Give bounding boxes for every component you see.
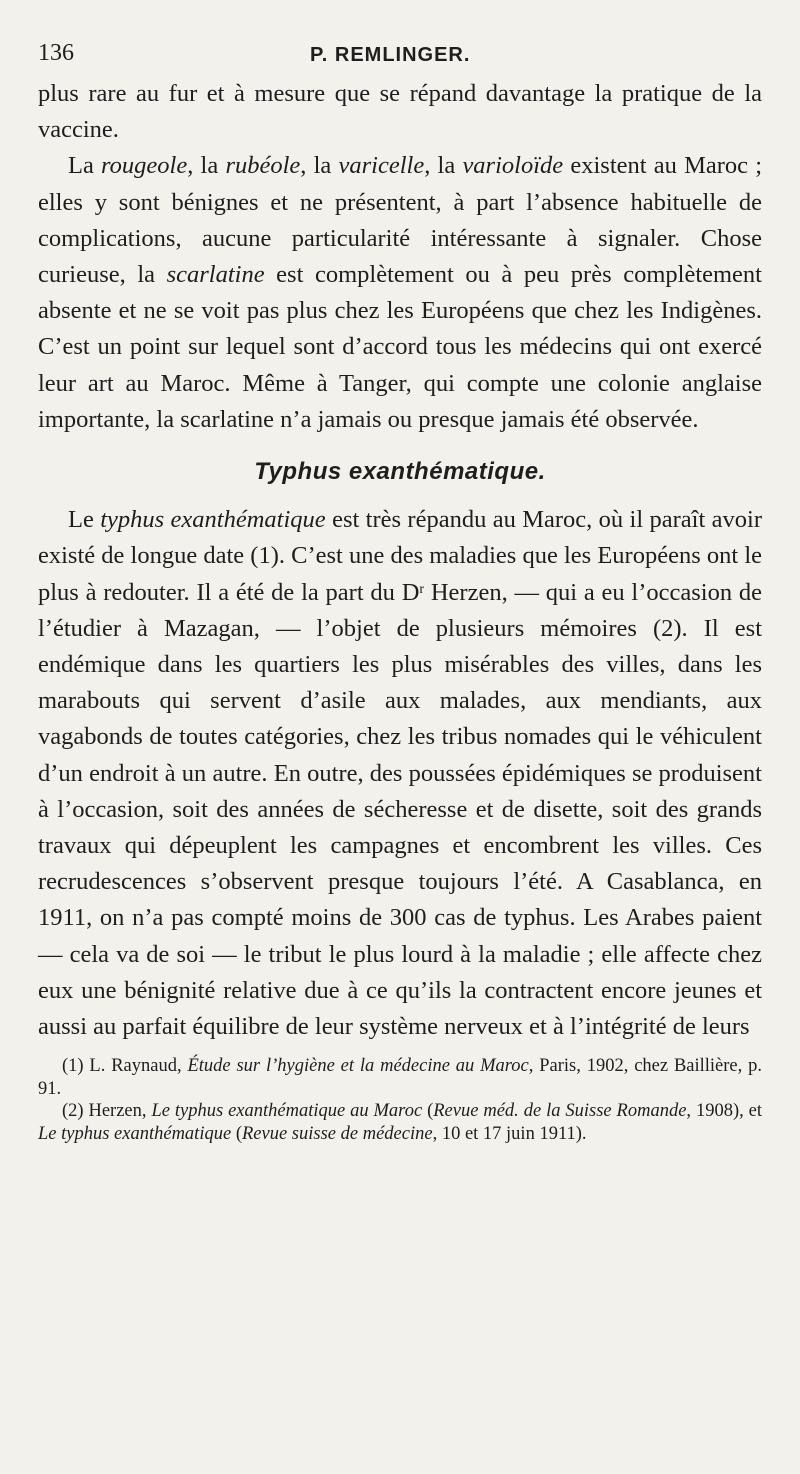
term-rubeole: rubéole	[225, 152, 301, 180]
term-rougeole: rougeole	[101, 152, 188, 180]
footnotes	[38, 1055, 762, 1145]
superscript-r: r	[419, 581, 425, 597]
paragraph-eruptive-fevers: La rougeole, la rubéole, la varicelle, la varioloïde existent au Maroc ; elles y sont bénignes et ne présentent, à part l’absence habituelle de complications, aucune particularité intéressante à signaler. Chose curieuse, la scarlatine est complètement ou à peu près complètement absente et ne se voit pas plus chez les Européens que chez les Indigènes. C’est un point sur lequel sont d’accord tous les médecins qui ont exercé leur art au Maroc. Même à Tanger, qui compte une colonie anglaise importante, la scarlatine n’a jamais ou presque jamais été observée.	[38, 152, 763, 433]
page-number: 136	[38, 40, 74, 66]
term-scarlatine: scarlatine	[166, 261, 265, 289]
term-varicelle: varicelle	[338, 152, 425, 180]
running-title: P. REMLINGER.	[310, 44, 471, 66]
section-title: Typhus exanthématique.	[254, 458, 546, 486]
footnote-1: (1) L. Raynaud, Étude sur l’hygiène et la médecine au Maroc, Paris, 1902, chez Baillière, p. 91.	[38, 1056, 762, 1099]
paragraph-continuation: plus rare au fur et à mesure que se répand davantage la pratique de la vaccine.	[38, 80, 762, 144]
term-typhus: typhus exanthématique	[100, 506, 326, 534]
body-text	[38, 76, 762, 1045]
running-head	[38, 28, 762, 64]
paragraph-typhus: Le typhus exanthématique est très répandu au Maroc, où il paraît avoir existé de longue date (1). C’est une des maladies que les Européens ont le plus à redouter. Il a été de la part du $D^r$ Herzen, — qui a eu l’occasion de l’étudier à Mazagan, — l’objet de plusieurs mémoires (2). Il est endémique dans les quartiers les plus misérables des villes, dans les marabouts qui servent d’asile aux malades, aux mendiants, aux vagabonds de toutes catégories, chez les tribus nomades qui le véhiculent d’un endroit à un autre. En outre, des poussées épidémiques se produisent à l’occasion, soit des années de sécheresse et de disette, soit des grands travaux qui dépeuplent les campagnes et encombrent les villes. Ces recrudescences s’observent presque toujours l’été. A Casablanca, en 1911, on n’a pas compté moins de 300 cas de typhus. Les Arabes paient — cela va de soi — le tribut le plus lourd à la maladie ; elle affecte chez eux une bénignité relative due à ce qu’ils la contractent encore jeunes et aussi au parfait équilibre de leur système nerveux et à l’intégrité de leurs	[38, 506, 763, 1041]
footnote-2: (2) Herzen, Le typhus exanthématique au Maroc (Revue méd. de la Suisse Romande, 1908), et Le typhus exanthématique (Revue suisse de médecine, 10 et 17 juin 1911).	[38, 1101, 762, 1144]
term-varioloide: varioloïde	[462, 152, 564, 180]
